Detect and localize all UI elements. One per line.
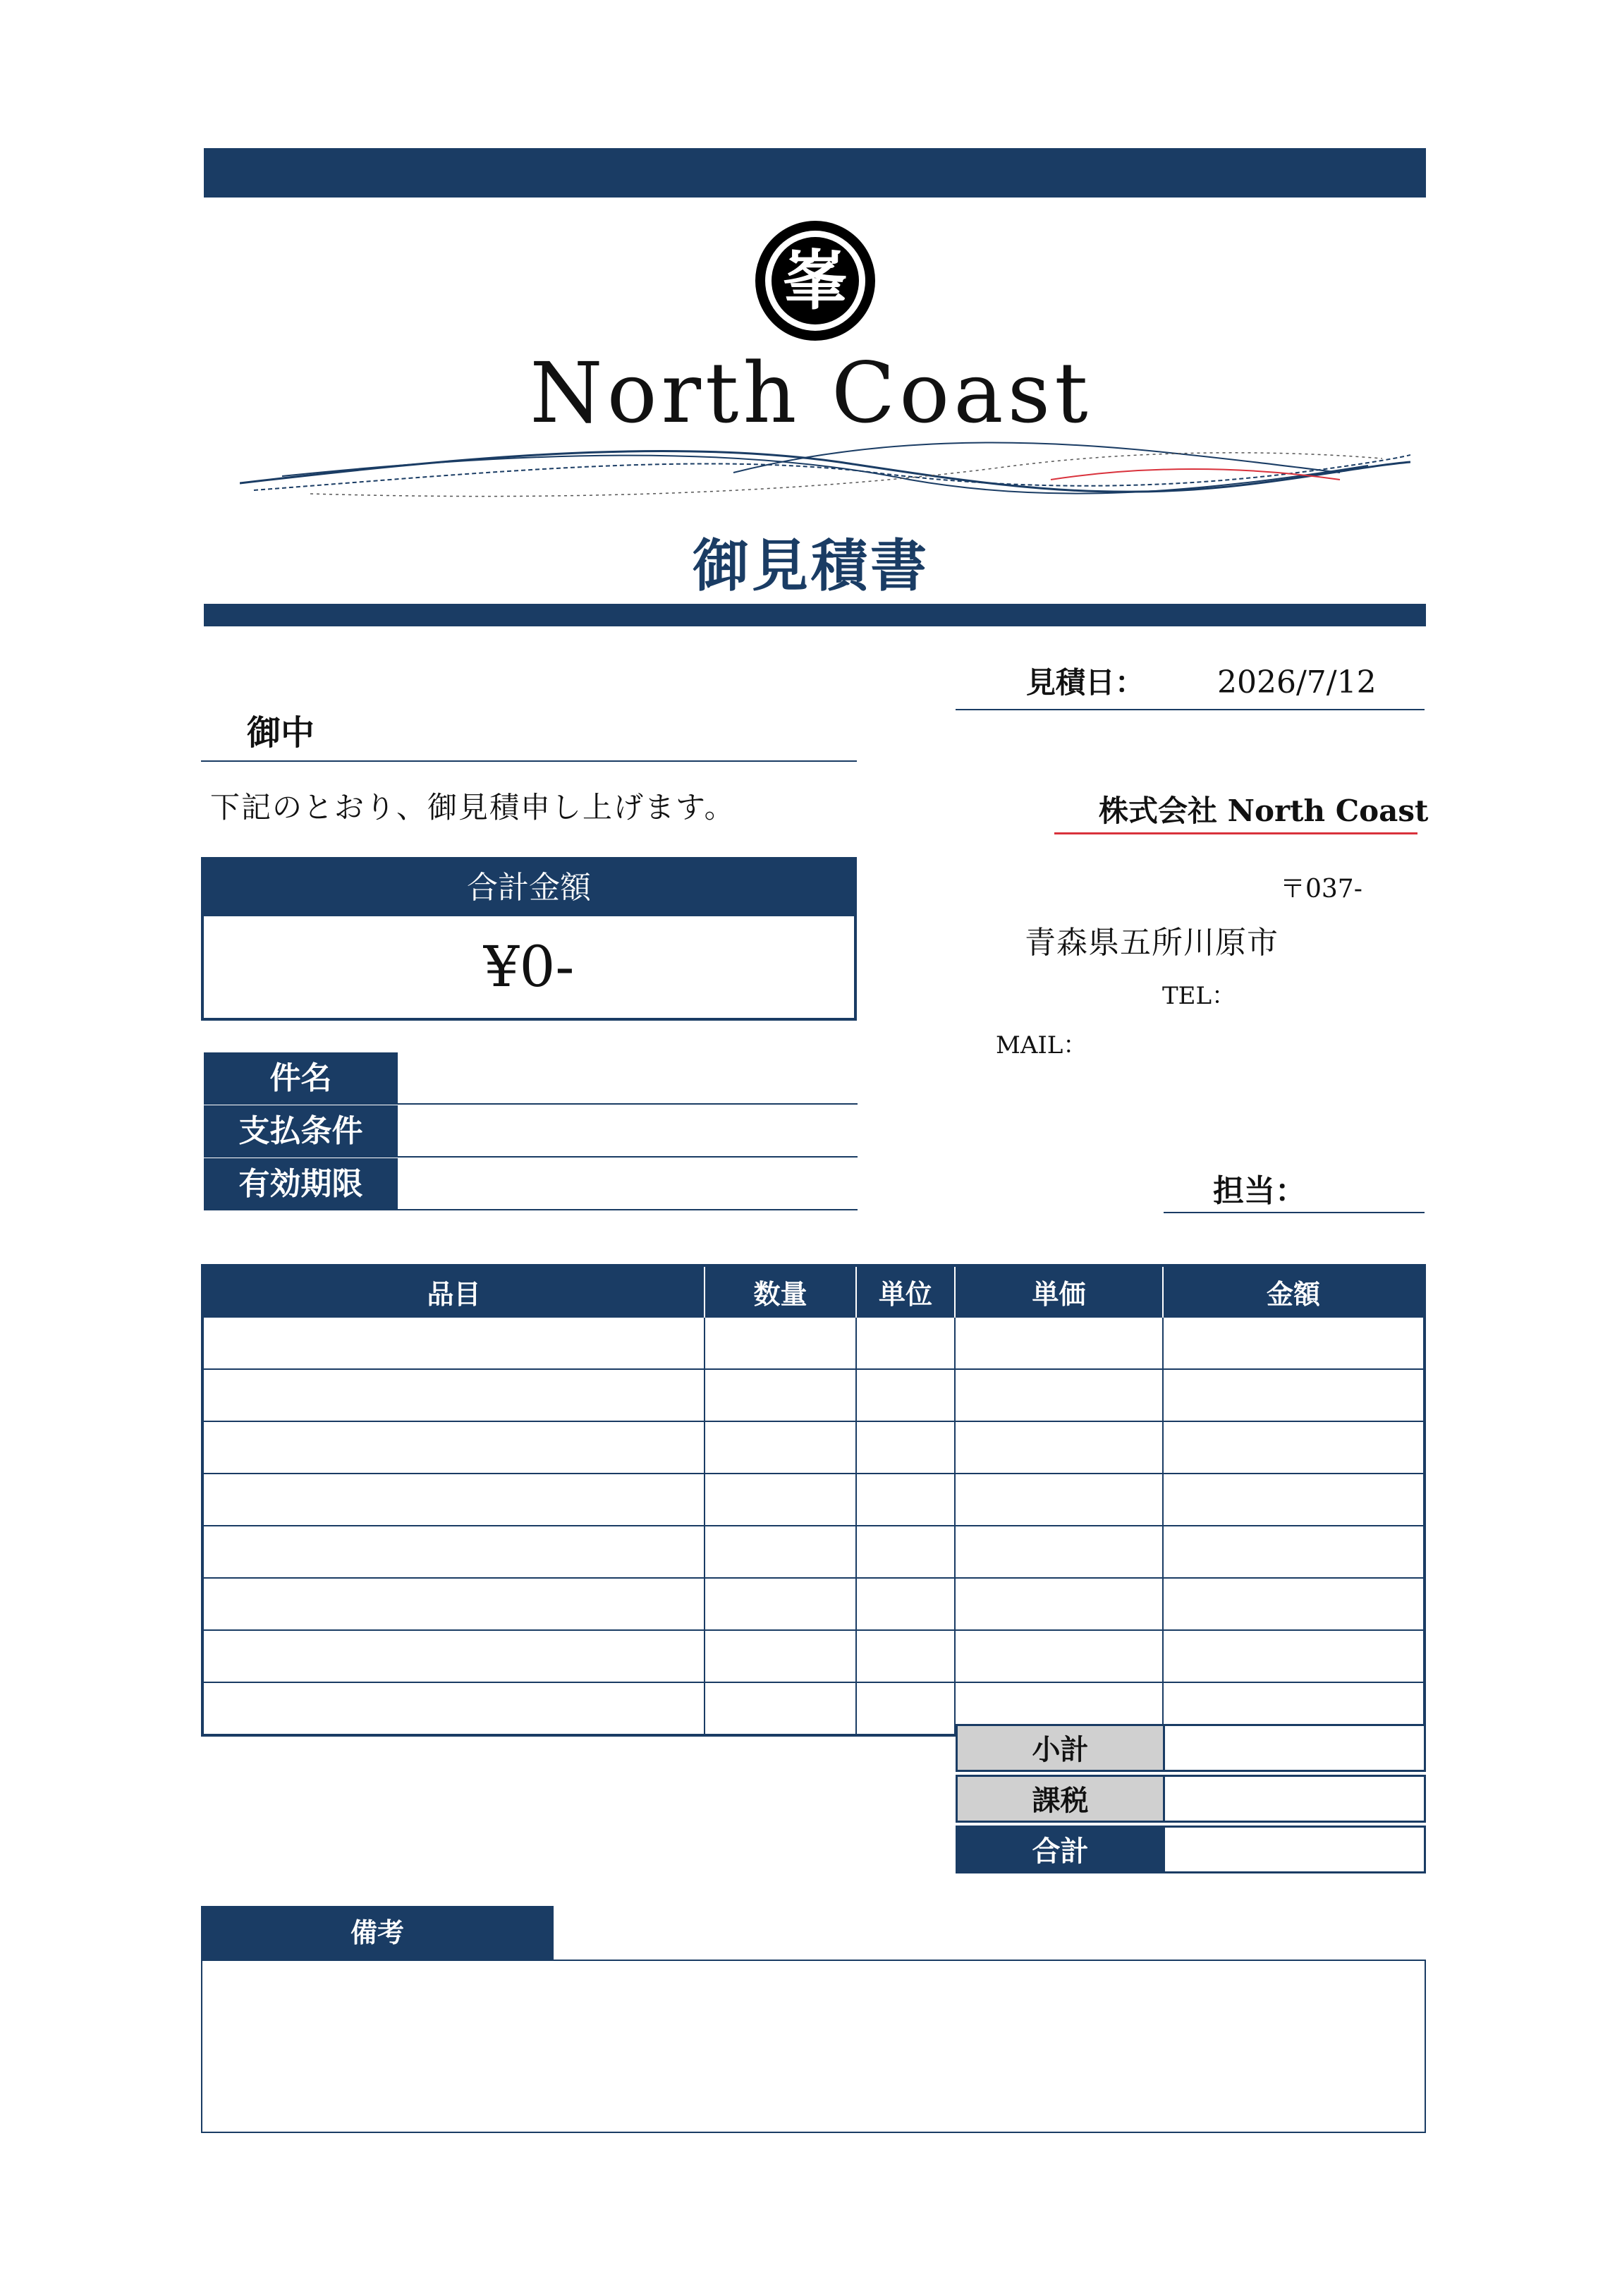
cell-unit-price[interactable] bbox=[955, 1421, 1163, 1474]
cell-amount[interactable] bbox=[1163, 1526, 1425, 1578]
cell-amount[interactable] bbox=[1163, 1421, 1425, 1474]
greeting-text: 下記のとおり、御見積申し上げます。 bbox=[210, 790, 736, 825]
issuer-address: 青森県五所川原市 bbox=[1025, 925, 1279, 961]
contact-label: 担当： bbox=[1213, 1173, 1306, 1209]
header-unit: 単位 bbox=[856, 1265, 955, 1317]
tax-label: 課税 bbox=[956, 1775, 1165, 1823]
header-unit-price: 単価 bbox=[955, 1265, 1163, 1317]
cell-quantity[interactable] bbox=[705, 1317, 856, 1369]
date-underline bbox=[956, 709, 1425, 710]
cell-amount[interactable] bbox=[1163, 1474, 1425, 1526]
payment-terms-label: 支払条件 bbox=[204, 1105, 398, 1158]
cell-item[interactable] bbox=[202, 1421, 705, 1474]
table-row bbox=[202, 1526, 1425, 1578]
cell-item[interactable] bbox=[202, 1630, 705, 1682]
grand-total-label: 合計 bbox=[956, 1826, 1165, 1873]
header-amount: 金額 bbox=[1163, 1265, 1425, 1317]
recipient-suffix: 御中 bbox=[247, 713, 315, 753]
tax-value[interactable] bbox=[1165, 1775, 1426, 1823]
total-amount-value: ¥0- bbox=[483, 934, 575, 1000]
subject-field[interactable] bbox=[398, 1103, 858, 1105]
decorative-waves bbox=[240, 423, 1410, 515]
expiry-label: 有効期限 bbox=[204, 1158, 398, 1210]
contact-underline bbox=[1164, 1212, 1425, 1213]
cell-amount[interactable] bbox=[1163, 1630, 1425, 1682]
cell-unit[interactable] bbox=[856, 1578, 955, 1630]
date-value[interactable]: 2026/7/12 bbox=[1217, 664, 1377, 700]
notes-label: 備考 bbox=[201, 1906, 554, 1960]
table-row bbox=[202, 1630, 1425, 1682]
cell-quantity[interactable] bbox=[705, 1630, 856, 1682]
cell-unit[interactable] bbox=[856, 1526, 955, 1578]
header-quantity: 数量 bbox=[705, 1265, 856, 1317]
table-row bbox=[202, 1578, 1425, 1630]
issuer-company: 株式会社 North Coast bbox=[1099, 794, 1429, 828]
brand-logo-mark bbox=[755, 220, 876, 341]
cell-amount[interactable] bbox=[1163, 1317, 1425, 1369]
items-table bbox=[201, 1264, 1426, 1737]
cell-item[interactable] bbox=[202, 1578, 705, 1630]
issuer-zip: 〒037- bbox=[1280, 875, 1362, 904]
document-title: 御見積書 bbox=[693, 533, 929, 599]
cell-amount[interactable] bbox=[1163, 1578, 1425, 1630]
items-table-header bbox=[202, 1265, 1425, 1317]
cell-quantity[interactable] bbox=[705, 1369, 856, 1421]
cell-unit-price[interactable] bbox=[955, 1474, 1163, 1526]
cell-unit[interactable] bbox=[856, 1682, 955, 1735]
cell-unit-price[interactable] bbox=[955, 1630, 1163, 1682]
cell-item[interactable] bbox=[202, 1369, 705, 1421]
subject-label: 件名 bbox=[204, 1052, 398, 1105]
header-top-bar bbox=[204, 148, 1426, 198]
header-bottom-bar bbox=[204, 604, 1426, 626]
cell-unit[interactable] bbox=[856, 1421, 955, 1474]
cell-item[interactable] bbox=[202, 1682, 705, 1735]
cell-unit[interactable] bbox=[856, 1317, 955, 1369]
brand-name: North Coast bbox=[530, 344, 1092, 442]
cell-quantity[interactable] bbox=[705, 1682, 856, 1735]
cell-unit[interactable] bbox=[856, 1474, 955, 1526]
cell-unit-price[interactable] bbox=[955, 1578, 1163, 1630]
brand-logo-char: 峯 bbox=[782, 243, 848, 319]
recipient-underline bbox=[201, 760, 857, 762]
issuer-mail-label: MAIL： bbox=[996, 1031, 1087, 1059]
subtotal-label: 小計 bbox=[956, 1724, 1165, 1772]
cell-quantity[interactable] bbox=[705, 1578, 856, 1630]
cell-quantity[interactable] bbox=[705, 1421, 856, 1474]
total-amount-label: 合計金額 bbox=[204, 860, 854, 916]
expiry-field[interactable] bbox=[398, 1209, 858, 1210]
table-row bbox=[202, 1317, 1425, 1369]
cell-item[interactable] bbox=[202, 1474, 705, 1526]
cell-quantity[interactable] bbox=[705, 1526, 856, 1578]
notes-field[interactable] bbox=[201, 1960, 1426, 2133]
total-amount-box bbox=[201, 857, 857, 1021]
cell-item[interactable] bbox=[202, 1317, 705, 1369]
date-label: 見積日： bbox=[1026, 665, 1145, 700]
issuer-company-underline bbox=[1054, 832, 1417, 834]
cell-unit[interactable] bbox=[856, 1369, 955, 1421]
table-row bbox=[202, 1474, 1425, 1526]
grand-total-value[interactable] bbox=[1165, 1826, 1426, 1873]
cell-quantity[interactable] bbox=[705, 1474, 856, 1526]
issuer-tel-label: TEL： bbox=[1162, 982, 1236, 1010]
cell-unit-price[interactable] bbox=[955, 1317, 1163, 1369]
table-row bbox=[202, 1421, 1425, 1474]
payment-terms-field[interactable] bbox=[398, 1156, 858, 1158]
cell-unit-price[interactable] bbox=[955, 1526, 1163, 1578]
cell-item[interactable] bbox=[202, 1526, 705, 1578]
cell-amount[interactable] bbox=[1163, 1369, 1425, 1421]
table-row bbox=[202, 1369, 1425, 1421]
cell-unit[interactable] bbox=[856, 1630, 955, 1682]
cell-unit-price[interactable] bbox=[955, 1369, 1163, 1421]
subtotal-value[interactable] bbox=[1165, 1724, 1426, 1772]
header-item: 品目 bbox=[202, 1265, 705, 1317]
